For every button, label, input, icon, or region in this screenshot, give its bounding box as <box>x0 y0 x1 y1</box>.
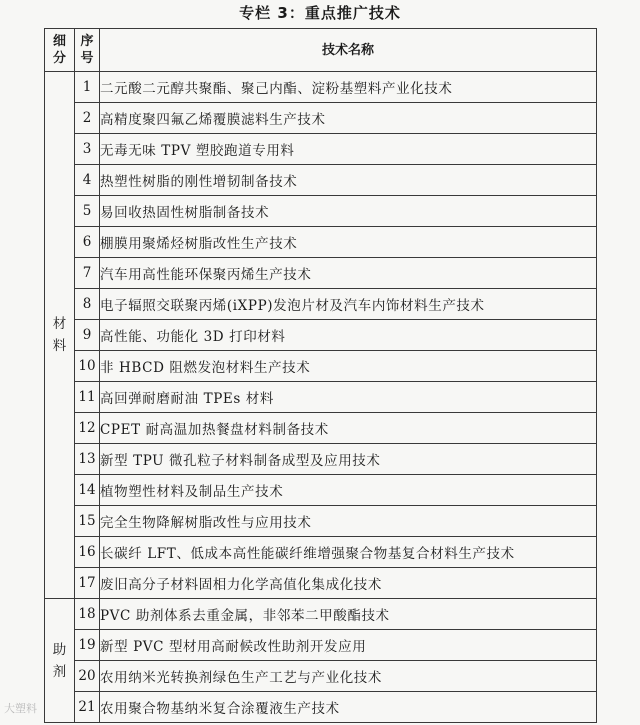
table-row <box>45 568 597 599</box>
category-label: 助剂 <box>52 641 67 680</box>
row-number: 5 <box>75 196 100 227</box>
table-row <box>45 289 597 320</box>
table-row <box>45 134 597 165</box>
row-number: 10 <box>75 351 100 382</box>
row-number: 11 <box>75 382 100 413</box>
row-number: 7 <box>75 258 100 289</box>
technology-name: 非 HBCD 阻燃发泡材料生产技术 <box>100 351 597 382</box>
row-number: 9 <box>75 320 100 351</box>
category-cell <box>45 72 75 599</box>
table-row <box>45 475 597 506</box>
technology-name: 农用聚合物基纳米复合涂覆液生产技术 <box>100 692 597 723</box>
technology-name: 长碳纤 LFT、低成本高性能碳纤维增强聚合物基复合材料生产技术 <box>100 537 597 568</box>
row-number: 2 <box>75 103 100 134</box>
technology-name: 汽车用高性能环保聚丙烯生产技术 <box>100 258 597 289</box>
technology-name: 农用纳米光转换剂绿色生产工艺与产业化技术 <box>100 661 597 692</box>
table-row <box>45 506 597 537</box>
row-number: 20 <box>75 661 100 692</box>
table-row <box>45 103 597 134</box>
technology-name: 植物塑性材料及制品生产技术 <box>100 475 597 506</box>
header-category <box>45 29 75 72</box>
table-row <box>45 444 597 475</box>
table-row <box>45 661 597 692</box>
row-number: 6 <box>75 227 100 258</box>
technology-name: 高性能、功能化 3D 打印材料 <box>100 320 597 351</box>
technology-name: 热塑性树脂的刚性增韧制备技术 <box>100 165 597 196</box>
table-row <box>45 227 597 258</box>
table-title: 专栏 3：重点推广技术 <box>239 4 401 22</box>
category-cell <box>45 599 75 723</box>
row-number: 3 <box>75 134 100 165</box>
technology-name: 无毒无味 TPV 塑胶跑道专用料 <box>100 134 597 165</box>
technology-name: 棚膜用聚烯烃树脂改性生产技术 <box>100 227 597 258</box>
row-number: 14 <box>75 475 100 506</box>
row-number: 1 <box>75 72 100 103</box>
row-number: 16 <box>75 537 100 568</box>
table-row <box>45 630 597 661</box>
category-label: 材料 <box>52 316 67 354</box>
table-row <box>45 382 597 413</box>
table-row <box>45 413 597 444</box>
row-number: 12 <box>75 413 100 444</box>
technology-name: 完全生物降解树脂改性与应用技术 <box>100 506 597 537</box>
technology-name: CPET 耐高温加热餐盘材料制备技术 <box>100 413 597 444</box>
header-index <box>75 29 100 72</box>
table-row <box>45 599 597 630</box>
technology-name: 新型 PVC 型材用高耐候改性助剂开发应用 <box>100 630 597 661</box>
technology-name: 新型 TPU 微孔粒子材料制备成型及应用技术 <box>100 444 597 475</box>
row-number: 18 <box>75 599 100 630</box>
technology-name: 高精度聚四氟乙烯覆膜滤料生产技术 <box>100 103 597 134</box>
table-body <box>45 72 597 723</box>
row-number: 21 <box>75 692 100 723</box>
table-row <box>45 537 597 568</box>
watermark-logo: 大塑料 <box>4 702 37 715</box>
technology-name: 废旧高分子材料固相力化学高值化集成化技术 <box>100 568 597 599</box>
header-category-label: 细分 <box>52 34 66 66</box>
header-index-label: 序号 <box>80 34 94 66</box>
table-row <box>45 196 597 227</box>
technology-name: 二元酸二元醇共聚酯、聚己内酯、淀粉基塑料产业化技术 <box>100 72 597 103</box>
technology-table <box>44 28 597 723</box>
table-row <box>45 165 597 196</box>
header-name: 技术名称 <box>100 29 597 72</box>
table-row <box>45 258 597 289</box>
table-row <box>45 351 597 382</box>
table-row <box>45 320 597 351</box>
table-row <box>45 692 597 723</box>
technology-name: 易回收热固性树脂制备技术 <box>100 196 597 227</box>
table-row <box>45 72 597 103</box>
table-header-row <box>45 29 597 72</box>
row-number: 17 <box>75 568 100 599</box>
technology-name: 电子辐照交联聚丙烯(iXPP)发泡片材及汽车内饰材料生产技术 <box>100 289 597 320</box>
technology-name: 高回弹耐磨耐油 TPEs 材料 <box>100 382 597 413</box>
row-number: 8 <box>75 289 100 320</box>
row-number: 15 <box>75 506 100 537</box>
technology-name: PVC 助剂体系去重金属，非邻苯二甲酸酯技术 <box>100 599 597 630</box>
row-number: 19 <box>75 630 100 661</box>
row-number: 13 <box>75 444 100 475</box>
row-number: 4 <box>75 165 100 196</box>
